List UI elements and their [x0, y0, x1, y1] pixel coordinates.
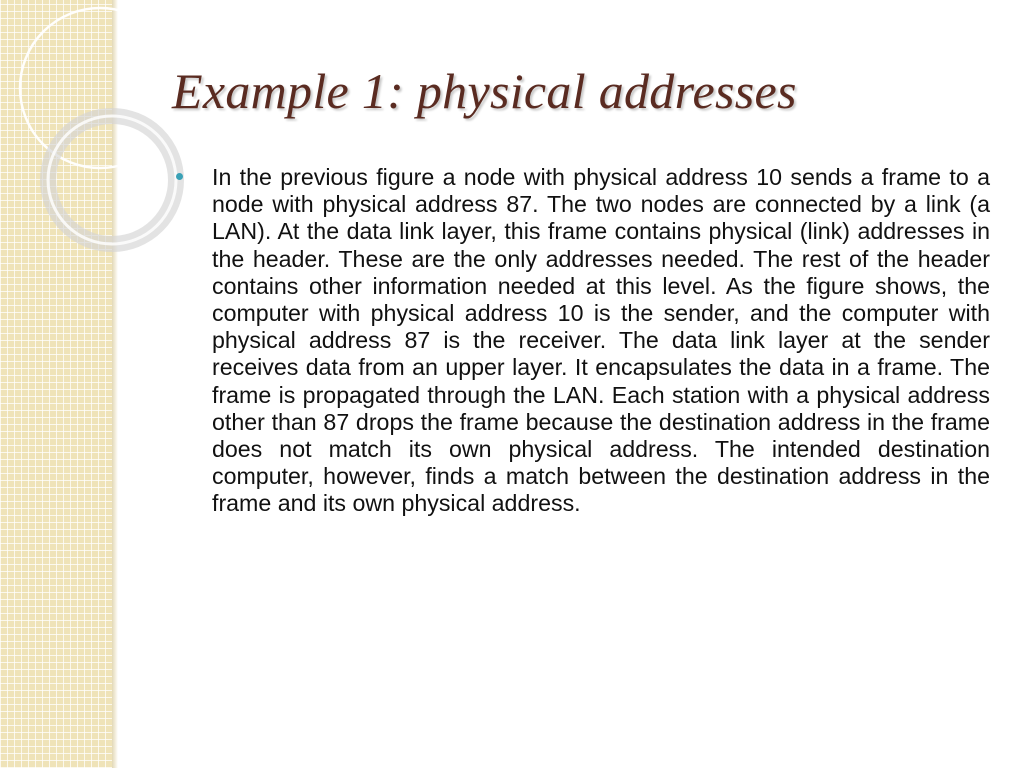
- bullet-item: [172, 164, 990, 518]
- side-panel-pattern: [0, 0, 112, 768]
- bullet-text: In the previous figure a node with physical address 10 sends a frame to a node with physical address 87. The two nodes are connected by a link (a LAN). At the data link layer, this frame contains physical (link) addresses in the header. These are the only addresses needed. The rest of the header contains other information needed at this level. As the figure shows, the computer with physical address 10 is the sender, and the computer with physical address 87 is the receiver. The data link layer at the sender receives data from an upper layer. It encapsulates the data in a frame. The frame is propagated through the LAN. Each station with a physical address other than 87 drops the frame because the destination address in the frame does not match its own physical address. The intended destination computer, however, finds a match between the destination address in the frame and its own physical address.: [212, 164, 990, 517]
- bullet-dot-icon: [176, 173, 183, 180]
- slide-content: [172, 164, 990, 518]
- slide-title: Example 1: physical addresses: [172, 63, 797, 119]
- side-panel-edge: [112, 0, 118, 768]
